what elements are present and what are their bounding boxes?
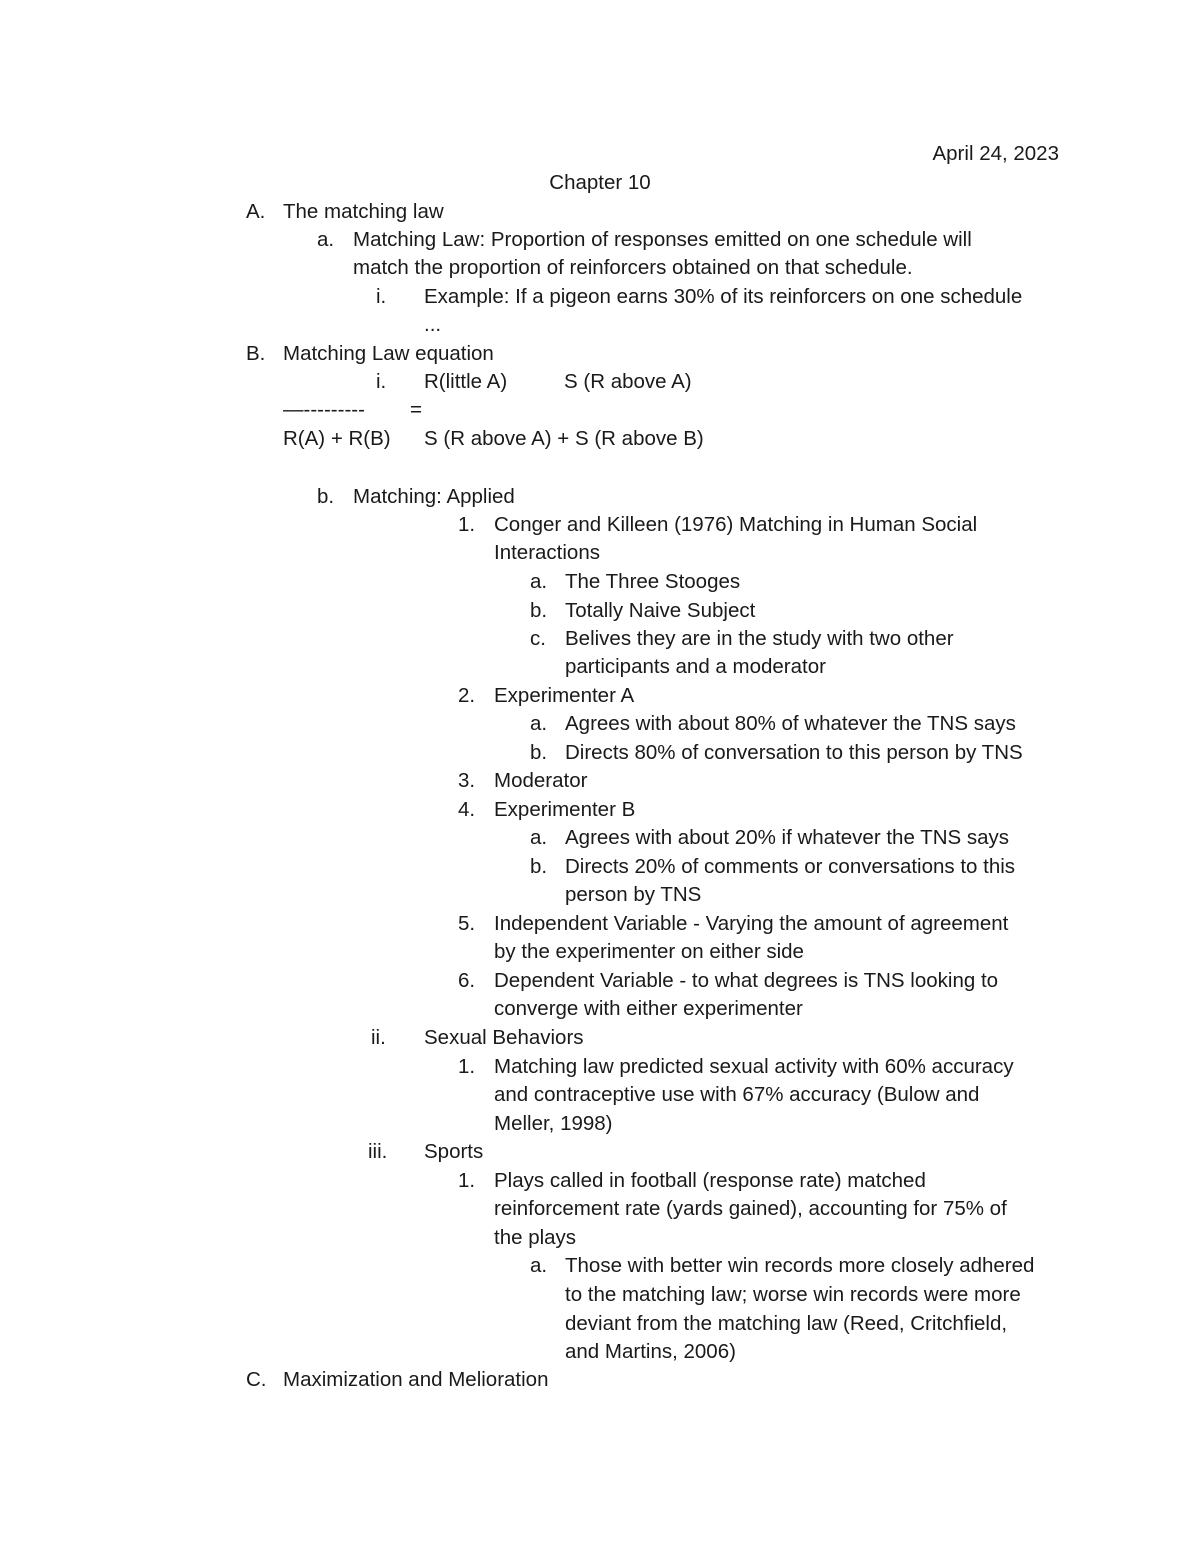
list-item-text: reinforcement rate (yards gained), accounting for 75% of — [494, 1197, 1007, 1220]
sub-item-text: deviant from the matching law (Reed, Critchfield, — [565, 1312, 1008, 1335]
section-b-item-b-heading: Matching: Applied — [353, 485, 515, 508]
list-item-text: Interactions — [494, 541, 600, 564]
sub-item-marker: a. — [530, 1254, 548, 1277]
sub-item-marker: b. — [530, 741, 548, 764]
list-item-text: Plays called in football (response rate) matched — [494, 1169, 926, 1192]
sub-item-text: participants and a moderator — [565, 655, 826, 678]
section-a-example-line: ... — [424, 313, 442, 336]
equation-denominator-right: S (R above A) + S (R above B) — [424, 427, 704, 450]
list-item-marker: 1. — [458, 1055, 476, 1078]
list-item-marker: 1. — [458, 513, 476, 536]
sub-item-text: Directs 20% of comments or conversations to this — [565, 855, 1016, 878]
list-item-text: Meller, 1998) — [494, 1112, 613, 1135]
sub-item-marker: b. — [530, 599, 548, 622]
equation-fraction-bar: —--------- — [283, 398, 365, 421]
sub-item-text: to the matching law; worse win records were more — [565, 1283, 1021, 1306]
document-date: April 24, 2023 — [932, 142, 1059, 165]
sub-item-text: Agrees with about 80% of whatever the TNS says — [565, 712, 1016, 735]
sub-item-text: Totally Naive Subject — [565, 599, 756, 622]
sub-item-text: Belives they are in the study with two other — [565, 627, 954, 650]
list-item-text: Conger and Killeen (1976) Matching in Human Social — [494, 513, 978, 536]
equation-equals-sign: = — [410, 398, 422, 421]
section-a-example-marker: i. — [376, 285, 387, 308]
list-item-marker: 6. — [458, 969, 476, 992]
list-item-text: Dependent Variable - to what degrees is TNS looking to — [494, 969, 999, 992]
section-a-item-a-marker: a. — [317, 228, 335, 251]
section-c-heading: Maximization and Melioration — [283, 1368, 549, 1391]
list-item-text: Matching law predicted sexual activity with 60% accuracy — [494, 1055, 1014, 1078]
section-a-item-a-line: match the proportion of reinforcers obtained on that schedule. — [353, 256, 913, 279]
section-a-example-line: Example: If a pigeon earns 30% of its reinforcers on one schedule — [424, 285, 1023, 308]
section-b-item-ii-heading: Sexual Behaviors — [424, 1026, 584, 1049]
list-item-text: the plays — [494, 1226, 577, 1249]
section-a-item-a-line: Matching Law: Proportion of responses emitted on one schedule will — [353, 228, 972, 251]
list-item-marker: 1. — [458, 1169, 476, 1192]
sub-item-text: Agrees with about 20% if whatever the TNS says — [565, 826, 1010, 849]
section-b-item-b-marker: b. — [317, 485, 335, 508]
list-item-text: converge with either experimenter — [494, 997, 803, 1020]
section-b-item-iii-marker: iii. — [368, 1140, 388, 1163]
list-item-marker: 2. — [458, 684, 476, 707]
section-a-marker: A. — [246, 200, 266, 223]
section-b-heading: Matching Law equation — [283, 342, 494, 365]
list-item-text: Independent Variable - Varying the amount of agreement — [494, 912, 1009, 935]
list-item-text: and contraceptive use with 67% accuracy (Bulow and — [494, 1083, 980, 1106]
section-b-item-iii-heading: Sports — [424, 1140, 484, 1163]
equation-denominator-left: R(A) + R(B) — [283, 427, 391, 450]
sub-item-text: The Three Stooges — [565, 570, 741, 593]
section-b-item-ii-marker: ii. — [371, 1026, 386, 1049]
sub-item-text: and Martins, 2006) — [565, 1340, 736, 1363]
sub-item-marker: c. — [530, 627, 546, 650]
list-item-text: Moderator — [494, 769, 588, 792]
sub-item-marker: a. — [530, 826, 548, 849]
list-item-marker: 4. — [458, 798, 476, 821]
list-item-marker: 3. — [458, 769, 476, 792]
sub-item-marker: a. — [530, 712, 548, 735]
section-a-heading: The matching law — [283, 200, 444, 223]
section-b-marker: B. — [246, 342, 266, 365]
sub-item-marker: a. — [530, 570, 548, 593]
equation-numerator-right: S (R above A) — [564, 370, 692, 393]
list-item-text: Experimenter A — [494, 684, 635, 707]
sub-item-marker: b. — [530, 855, 548, 878]
equation-marker: i. — [376, 370, 387, 393]
equation-numerator-left: R(little A) — [424, 370, 508, 393]
sub-item-text: Those with better win records more closely adhered — [565, 1254, 1035, 1277]
page-title: Chapter 10 — [549, 171, 651, 194]
list-item-marker: 5. — [458, 912, 476, 935]
list-item-text: by the experimenter on either side — [494, 940, 804, 963]
list-item-text: Experimenter B — [494, 798, 636, 821]
section-c-marker: C. — [246, 1368, 267, 1391]
sub-item-text: Directs 80% of conversation to this person by TNS — [565, 741, 1023, 764]
sub-item-text: person by TNS — [565, 883, 702, 906]
